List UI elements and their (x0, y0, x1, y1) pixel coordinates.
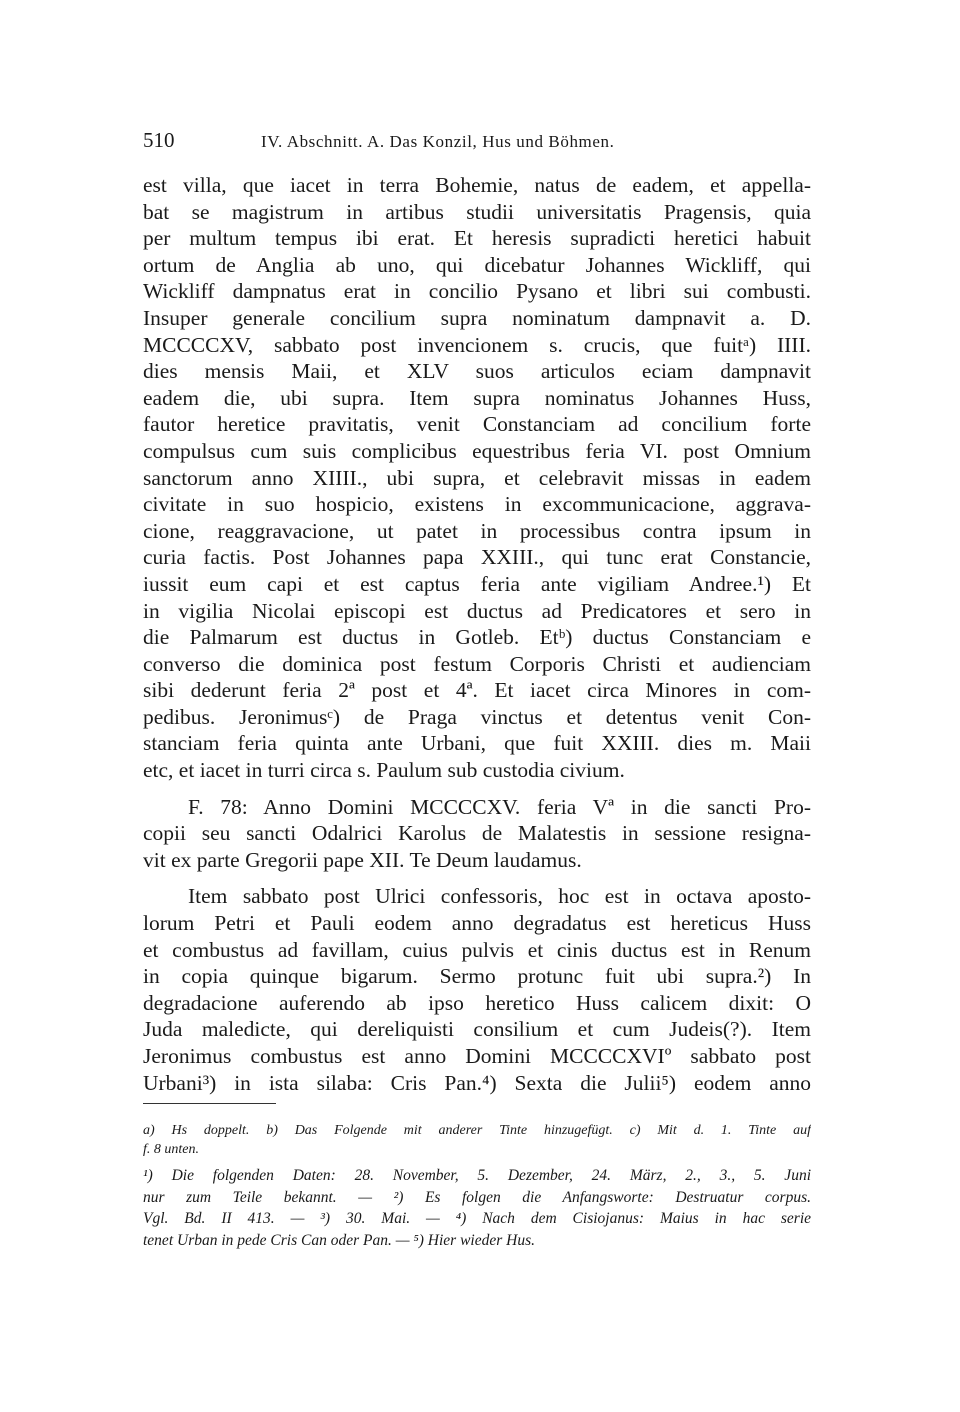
text-line: in vigilia Nicolai episcopi est ductus ad Predicatores et sero in (143, 598, 811, 623)
page-number: 510 (143, 128, 175, 152)
text-line: iussit eum capi et est captus feria ante vigiliam Andree.¹) Et (143, 571, 811, 596)
footnotes (143, 1121, 811, 1251)
footnote-line: Vgl. Bd. II 413. — ³) 30. Mai. — ⁴) Nach dem Cisiojanus: Maius in hac serie (143, 1210, 811, 1227)
paragraph-1 (143, 172, 811, 784)
text-line: sanctorum anno XIIII., ubi supra, et celebravit missas in eadem (143, 465, 811, 490)
text-line: ortum de Anglia ab uno, qui dicebatur Johannes Wickliff, qui (143, 252, 811, 277)
footnotes-letters (143, 1121, 811, 1159)
footnote-line: a) Hs doppelt. b) Das Folgende mit anderer Tinte hinzugefügt. c) Mit d. 1. Tinte auf (143, 1123, 811, 1138)
text-line: eadem die, ubi supra. Item supra nominatus Johannes Huss, (143, 385, 811, 410)
text-line: curia factis. Post Johannes papa XXIII., qui tunc erat Constancie, (143, 545, 811, 570)
text-line: vit ex parte Gregorii pape XII. Te Deum laudamus. (143, 847, 582, 872)
text-line: stanciam feria quinta ante Urbani, que fuit XXIII. dies m. Maii (143, 731, 811, 756)
text-line: Wickliff dampnatus erat in concilio Pysano et libri sui combusti. (143, 279, 811, 304)
text-line: die Palmarum est ductus in Gotleb. Etᵇ) ductus Constanciam e (143, 625, 811, 650)
text-line: et combustus ad favillam, cuius pulvis et cinis ductus est in Renum (143, 937, 811, 962)
text-line: per multum tempus ibi erat. Et heresis supradicti heretici habuit (143, 226, 811, 251)
footnote-line: f. 8 unten. (143, 1142, 199, 1157)
text-line: civitate in suo hospicio, existens in excommunicacione, aggrava- (143, 492, 811, 517)
text-line: cione, reaggravacione, ut patet in processibus contra ipsum in (143, 518, 811, 543)
text-line: est villa, que iacet in terra Bohemie, natus de eadem, et appella- (143, 173, 811, 197)
text-line: dies mensis Maii, et XLV suos articulos eciam dampnavit (143, 359, 811, 384)
running-title: IV. Abschnitt. A. Das Konzil, Hus und Böhmen. (261, 132, 615, 151)
footnote-line: nur zum Teile bekannt. — ²) Es folgen die Anfangsworte: Destruatur corpus. (143, 1188, 811, 1206)
paragraph-2 (143, 794, 811, 874)
text-line: pedibus. Jeronimusᶜ) de Praga vinctus et detentus venit Con- (143, 704, 811, 729)
text-line: MCCCCXV, sabbato post invencionem s. crucis, que fuitᵃ) IIII. (143, 332, 811, 357)
text-line: bat se magistrum in artibus studii universitatis Pragensis, quia (143, 199, 811, 224)
footnotes-numbers (143, 1165, 811, 1251)
text-line: Juda maledicte, qui dereliquisti consilium et cum Judeis(?). Item (143, 1017, 811, 1042)
paragraph-3 (143, 883, 811, 1096)
text-line: F. 78: Anno Domini MCCCCXV. feria Vª in die sancti Pro- (188, 794, 811, 819)
text-line: converso die dominica post festum Corporis Christi et audienciam (143, 651, 811, 676)
footnote-line: ¹) Die folgenden Daten: 28. November, 5. Dezember, 24. März, 2., 3., 5. Juni (143, 1167, 811, 1184)
footnote-line: tenet Urban in pede Cris Can oder Pan. — ⁵) Hier wieder Hus. (143, 1231, 535, 1249)
footnote-rule (143, 1103, 276, 1104)
text-line: copii seu sancti Odalrici Karolus de Malatestis in sessione resigna- (143, 821, 811, 846)
text-line: sibi dederunt feria 2ª post et 4ª. Et iacet circa Minores in com- (143, 678, 811, 703)
text-line: degradacione auferendo ab ipso heretico Huss calicem dixit: O (143, 990, 811, 1015)
text-line: lorum Petri et Pauli eodem anno degradatus est hereticus Huss (143, 911, 811, 936)
text-line: Item sabbato post Ulrici confessoris, hoc est in octava aposto- (188, 884, 811, 909)
text-line: Insuper generale concilium supra nominatum dampnavit a. D. (143, 305, 811, 330)
text-line: etc, et iacet in turri circa s. Paulum sub custodia civium. (143, 758, 625, 783)
text-line: compulsus cum suis complicibus equestribus feria VI. post Omnium (143, 438, 811, 463)
main-text (143, 172, 811, 1096)
text-line: fautor heretice pravitatis, venit Constanciam ad concilium forte (143, 412, 811, 437)
text-line: in copia quinque bigarum. Sermo protunc fuit ubi supra.²) In (143, 964, 811, 989)
text-line: Jeronimus combustus est anno Domini MCCCCXVIº sabbato post (143, 1044, 811, 1068)
running-header (143, 128, 811, 158)
text-line: Urbani³) in ista silaba: Cris Pan.⁴) Sexta die Julii⁵) eodem anno (143, 1070, 811, 1095)
